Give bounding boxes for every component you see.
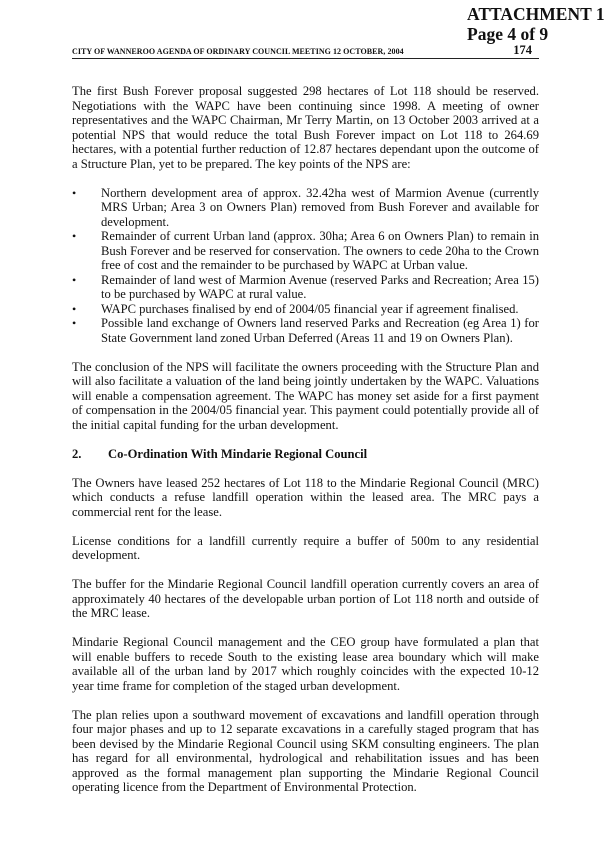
running-title: CITY OF WANNEROO AGENDA OF ORDINARY COUNCIL MEETING 12 OCTOBER, 2004: [72, 47, 404, 56]
list-item: [72, 229, 539, 273]
list-item-text: Northern development area of approx. 32.42ha west of Marmion Avenue (currently MRS Urban; Area 3 on Owners Plan) removed from Bush Forever and available for development.: [101, 185, 539, 229]
list-item-text: Remainder of current Urban land (approx. 30ha; Area 6 on Owners Plan) to remain in Bush Forever and be reserved for conservation. The owners to cede 20ha to the Crown free of cost and the remainder to be purchased by WAPC at Urban value.: [101, 229, 539, 272]
bullet-icon: •: [72, 229, 77, 243]
bullet-icon: •: [72, 301, 77, 316]
bullet-icon: •: [72, 316, 77, 330]
list-item: [72, 316, 539, 345]
document-body: [72, 84, 539, 809]
page-number: 174: [513, 43, 532, 57]
bullet-icon: •: [72, 185, 77, 200]
attachment-page: Page 4 of 9: [467, 24, 549, 44]
bullet-icon: •: [72, 272, 77, 287]
section-paragraph: License conditions for a landfill currently require a buffer of 500m to any residential development.: [72, 533, 539, 562]
attachment-title: ATTACHMENT 1: [467, 4, 605, 24]
list-item-text: Possible land exchange of Owners land reserved Parks and Recreation (eg Area 1) for State Government land zoned Urban Deferred (Areas 11 and 19 on Owners Plan).: [101, 316, 539, 345]
section-heading: [72, 447, 539, 462]
section-paragraph: The buffer for the Mindarie Regional Council landfill operation currently covers an area of approximately 40 hectares of the developable urban portion of Lot 118 north and outside of the MRC lease.: [72, 577, 539, 620]
list-item-text: WAPC purchases finalised by end of 2004/05 financial year if agreement finalised.: [101, 301, 519, 316]
attachment-label: [467, 4, 605, 44]
list-item-text: Remainder of land west of Marmion Avenue (reserved Parks and Recreation; Area 15) to be purchased by WAPC at rural value.: [101, 272, 539, 301]
list-item: [72, 186, 539, 230]
section-title: Co-Ordination With Mindarie Regional Council: [108, 446, 368, 461]
section-paragraph: The Owners have leased 252 hectares of Lot 118 to the Mindarie Regional Council (MRC) which conducts a refuse landfill operation within the leased area. The MRC pays a commercial rent for the lease.: [72, 475, 539, 519]
running-header: [72, 44, 539, 59]
intro-paragraph: The first Bush Forever proposal suggested 298 hectares of Lot 118 should be reserved. Negotiations with the WAPC have been continuing since 1998. A meeting of owner representatives and the WAPC Chairman, Mr Terry Martin, on 13 October 2003 arrived at a potential NPS that would reduce the total Bush Forever impact on Lot 118 to 264.69 hectares, with a potential further reduction of 12.87 hectares dependant upon the outcome of a Structure Plan, yet to be prepared. The key points of the NPS are:: [72, 84, 539, 171]
section-paragraph: The plan relies upon a southward movement of excavations and landfill operation through four major phases and up to 12 separate excavations in a carefully staged program that has been devised by the Mindarie Regional Council using SKM consulting engineers. The plan has regard for all environmental, hydrological and rehabilitation issues and has been approved as the formal management plan supporting the Mindarie Regional Council operating licence from the Department of Environmental Protection.: [72, 707, 539, 794]
list-item: [72, 273, 539, 302]
section-number: 2.: [72, 446, 82, 461]
conclusion-paragraph: The conclusion of the NPS will facilitate the owners proceeding with the Structure Plan and will also facilitate a valuation of the land being jointly undertaken by the WAPC. Valuations will enable a compensation agreement. The WAPC has money set aside for a first payment of compensation in the 2004/05 financial year. This payment could potentially provide all of the initial capital funding for the urban development.: [72, 359, 539, 432]
nps-key-points-list: [72, 186, 539, 346]
list-item: [72, 302, 539, 317]
section-paragraph: Mindarie Regional Council management and the CEO group have formulated a plan that will enable buffers to recede South to the existing lease area boundary which will make available all of the urban land by 2017 which roughly coincides with the expected 10-12 year time frame for completion of the staged urban development.: [72, 635, 539, 693]
